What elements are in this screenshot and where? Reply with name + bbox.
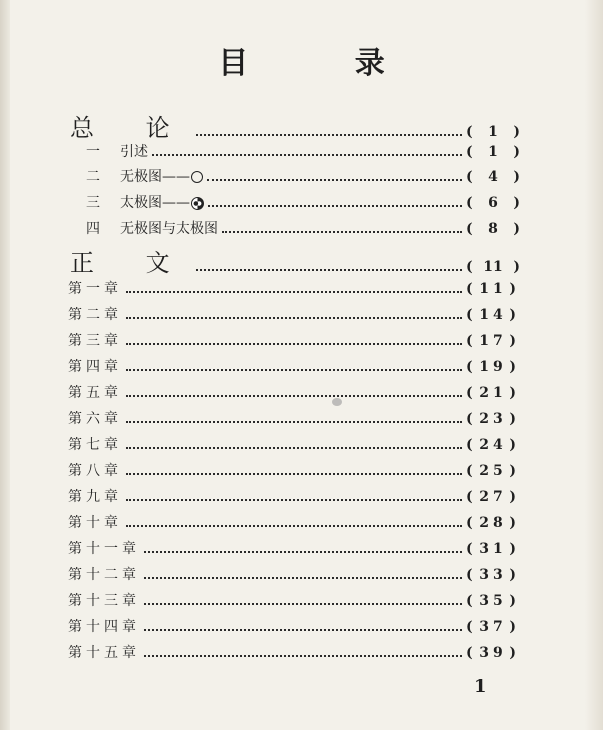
item-index: 二 xyxy=(86,169,100,185)
chapter-label: 第十三章 xyxy=(68,593,140,609)
leader-dots xyxy=(126,369,462,371)
page-ref: ( 25 ) xyxy=(466,463,520,479)
chapter-label: 第十二章 xyxy=(68,567,140,583)
chapter-label: 第九章 xyxy=(68,489,122,505)
chapter-label: 第十五章 xyxy=(68,645,140,661)
chapter-label: 第六章 xyxy=(68,411,122,427)
toc-chapter-item xyxy=(68,382,520,402)
page-ref: ( 23 ) xyxy=(466,411,520,427)
leader-dots xyxy=(144,629,462,631)
chapter-label: 第四章 xyxy=(68,359,122,375)
toc-chapter-item xyxy=(68,356,520,376)
leader-dots xyxy=(126,421,462,423)
chapter-label: 第二章 xyxy=(68,307,122,323)
toc-item-intro-3 xyxy=(86,192,520,212)
chapter-label: 第十四章 xyxy=(68,619,140,635)
item-label: 无极图—— xyxy=(120,169,190,185)
toc-chapter-item xyxy=(68,486,520,506)
leader-dots xyxy=(126,499,462,501)
item-index: 三 xyxy=(86,195,100,211)
leader-dots xyxy=(152,154,462,156)
ink-spot xyxy=(332,398,342,406)
toc-item-intro-1 xyxy=(86,141,520,161)
page-ref: ( 1 ) xyxy=(466,124,520,140)
chapter-label: 第十章 xyxy=(68,515,122,531)
leader-dots xyxy=(196,134,462,136)
leader-dots xyxy=(126,343,462,345)
leader-dots xyxy=(126,317,462,319)
toc-chapter-item xyxy=(68,460,520,480)
toc-chapter-item xyxy=(68,564,520,584)
item-index: 一 xyxy=(86,144,100,160)
toc-item-intro-2 xyxy=(86,166,520,186)
chapter-label: 第一章 xyxy=(68,281,122,297)
leader-dots xyxy=(144,655,462,657)
toc-section-main xyxy=(70,243,520,278)
toc-chapter-item xyxy=(68,616,520,636)
leader-dots xyxy=(126,473,462,475)
item-label: 太极图—— xyxy=(120,195,190,211)
item-index: 四 xyxy=(86,221,100,237)
page-ref: ( 33 ) xyxy=(466,567,520,583)
page-ref: ( 11 ) xyxy=(466,281,520,297)
page-ref: ( 4 ) xyxy=(466,169,520,185)
page-ref: ( 14 ) xyxy=(466,307,520,323)
page-ref: ( 24 ) xyxy=(466,437,520,453)
page-ref: ( 39 ) xyxy=(466,645,520,661)
toc-section-intro xyxy=(70,108,520,143)
page-ref: ( 8 ) xyxy=(466,221,520,237)
toc-chapter-item xyxy=(68,304,520,324)
page-ref: ( 28 ) xyxy=(466,515,520,531)
leader-dots xyxy=(208,205,462,207)
page-ref: ( 17 ) xyxy=(466,333,520,349)
page-ref: ( 35 ) xyxy=(466,593,520,609)
leader-dots xyxy=(196,269,462,271)
page-ref: ( 19 ) xyxy=(466,359,520,375)
toc-chapter-item xyxy=(68,330,520,350)
chapter-label: 第八章 xyxy=(68,463,122,479)
page-ref: ( 11 ) xyxy=(466,259,520,275)
leader-dots xyxy=(207,179,462,181)
leader-dots xyxy=(126,447,462,449)
toc-chapter-item xyxy=(68,512,520,532)
chapter-label: 第七章 xyxy=(68,437,122,453)
page-ref: ( 37 ) xyxy=(466,619,520,635)
wuji-circle-icon xyxy=(191,171,203,183)
toc-item-intro-4 xyxy=(86,218,520,238)
section-label: 正 文 xyxy=(70,249,192,277)
toc-chapter-item xyxy=(68,408,520,428)
chapter-label: 第三章 xyxy=(68,333,122,349)
chapter-label: 第五章 xyxy=(68,385,122,401)
leader-dots xyxy=(126,291,462,293)
leader-dots xyxy=(144,551,462,553)
leader-dots xyxy=(222,231,462,233)
page-ref: ( 21 ) xyxy=(466,385,520,401)
section-label: 总 论 xyxy=(70,114,192,142)
page-ref: ( 27 ) xyxy=(466,489,520,505)
leader-dots xyxy=(126,525,462,527)
chapter-label: 第十一章 xyxy=(68,541,140,557)
leader-dots xyxy=(126,395,462,397)
page-number: 1 xyxy=(474,676,487,697)
taiji-icon xyxy=(191,197,204,210)
item-label: 引述 xyxy=(120,144,148,160)
toc-chapter-item xyxy=(68,278,520,298)
page-ref: ( 1 ) xyxy=(466,144,520,160)
toc-chapter-item xyxy=(68,642,520,662)
toc-chapter-item xyxy=(68,434,520,454)
leader-dots xyxy=(144,603,462,605)
toc-chapter-item xyxy=(68,538,520,558)
page-ref: ( 6 ) xyxy=(466,195,520,211)
item-label: 无极图与太极图 xyxy=(120,221,218,237)
toc-chapter-item xyxy=(68,590,520,610)
leader-dots xyxy=(144,577,462,579)
toc-title: 目 录 xyxy=(218,46,433,81)
page-ref: ( 31 ) xyxy=(466,541,520,557)
